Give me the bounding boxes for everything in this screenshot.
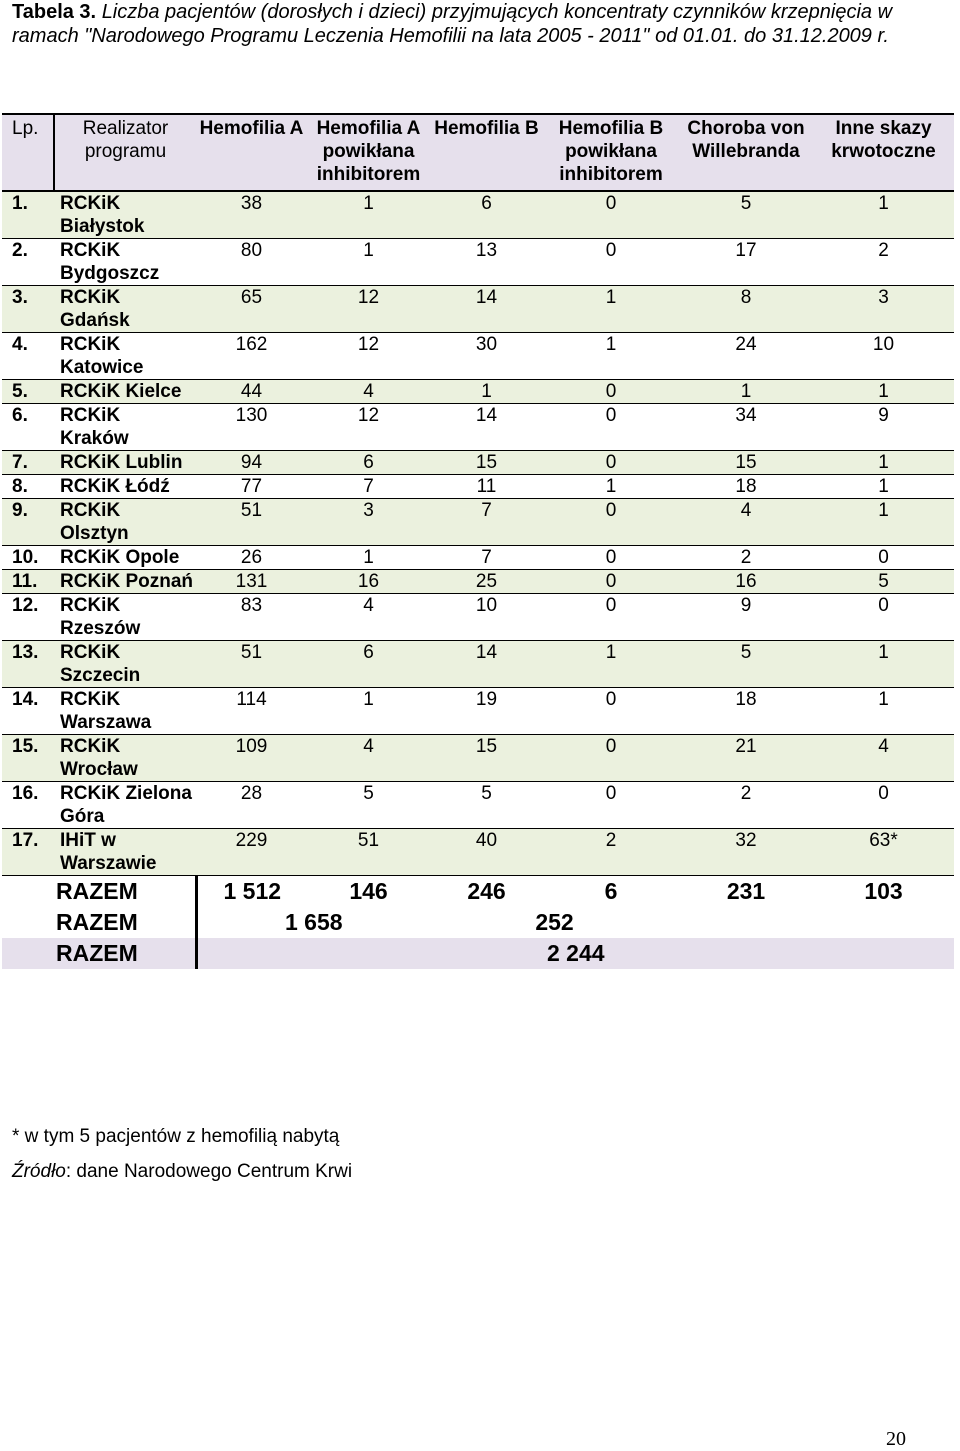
table-row [2, 782, 954, 829]
row-inne-skazy: 2 [813, 239, 954, 286]
table-header-row [2, 114, 954, 191]
total-all: 2 244 [196, 938, 954, 969]
row-inne-skazy: 0 [813, 782, 954, 829]
total-hemofilia-b-combined: 252 [535, 909, 574, 935]
row-hemofilia-b: 13 [430, 239, 543, 286]
row-hemofilia-a: 94 [196, 451, 307, 475]
row-hemofilia-b-inhibitor: 0 [543, 499, 679, 546]
row-inne-skazy: 1 [813, 191, 954, 239]
header-hemofilia-a: Hemofilia A [196, 114, 307, 191]
row-hemofilia-b-inhibitor: 0 [543, 546, 679, 570]
table-row [2, 594, 954, 641]
row-hemofilia-b-inhibitor: 1 [543, 333, 679, 380]
row-inne-skazy: 1 [813, 641, 954, 688]
row-hemofilia-a-inhibitor: 6 [307, 451, 430, 475]
row-lp: 11. [2, 570, 54, 594]
row-hemofilia-b: 14 [430, 286, 543, 333]
row-hemofilia-a-inhibitor: 51 [307, 829, 430, 876]
row-hemofilia-a-inhibitor: 4 [307, 735, 430, 782]
row-hemofilia-a-inhibitor: 1 [307, 546, 430, 570]
row-realizator: RCKiK Kielce [54, 380, 196, 404]
row-lp: 3. [2, 286, 54, 333]
row-inne-skazy: 10 [813, 333, 954, 380]
table-row [2, 829, 954, 876]
row-hemofilia-b-inhibitor: 0 [543, 380, 679, 404]
row-inne-skazy: 1 [813, 380, 954, 404]
row-realizator: RCKiK Zielona Góra [54, 782, 196, 829]
row-inne-skazy: 1 [813, 688, 954, 735]
row-realizator: RCKiK Białystok [54, 191, 196, 239]
row-hemofilia-a: 162 [196, 333, 307, 380]
row-hemofilia-a: 109 [196, 735, 307, 782]
row-inne-skazy: 1 [813, 451, 954, 475]
header-hemofilia-b-inhibitor: Hemofilia B powikłana inhibitorem [543, 114, 679, 191]
page-number: 20 [886, 1428, 906, 1450]
row-realizator: RCKiK Bydgoszcz [54, 239, 196, 286]
row-hemofilia-a: 114 [196, 688, 307, 735]
row-hemofilia-a: 38 [196, 191, 307, 239]
row-hemofilia-b-inhibitor: 1 [543, 286, 679, 333]
row-hemofilia-a: 131 [196, 570, 307, 594]
table-row [2, 475, 954, 499]
row-hemofilia-a: 83 [196, 594, 307, 641]
table-row [2, 286, 954, 333]
row-lp: 2. [2, 239, 54, 286]
table-row [2, 239, 954, 286]
row-inne-skazy: 0 [813, 546, 954, 570]
row-hemofilia-b: 6 [430, 191, 543, 239]
row-hemofilia-a: 51 [196, 641, 307, 688]
row-inne-skazy: 0 [813, 594, 954, 641]
row-von-willebrand: 2 [679, 782, 813, 829]
source-note [12, 1161, 352, 1183]
row-hemofilia-b: 1 [430, 380, 543, 404]
table-row [2, 380, 954, 404]
row-hemofilia-a-inhibitor: 12 [307, 404, 430, 451]
table-body [2, 191, 954, 969]
table-caption [12, 0, 942, 48]
total-von-willebrand: 231 [726, 878, 766, 904]
row-realizator: RCKiK Katowice [54, 333, 196, 380]
totals-label: RAZEM [2, 907, 196, 938]
totals-row-3 [2, 938, 954, 969]
row-von-willebrand: 34 [679, 404, 813, 451]
total-inne-skazy: 103 [864, 878, 903, 904]
caption-text: Liczba pacjentów (dorosłych i dzieci) przyjmujących koncentraty czynników krzepnięcia w ramach "Narodowego Programu Leczenia Hemofilii na lata 2005 - 2011" od 01.01. do 31.12.2009 r. [12, 1, 893, 47]
row-hemofilia-a-inhibitor: 1 [307, 688, 430, 735]
row-realizator: RCKiK Łódź [54, 475, 196, 499]
row-hemofilia-a: 28 [196, 782, 307, 829]
row-realizator: RCKiK Rzeszów [54, 594, 196, 641]
row-hemofilia-b: 5 [430, 782, 543, 829]
row-lp: 13. [2, 641, 54, 688]
row-lp: 16. [2, 782, 54, 829]
row-von-willebrand: 17 [679, 239, 813, 286]
row-hemofilia-a-inhibitor: 3 [307, 499, 430, 546]
row-von-willebrand: 8 [679, 286, 813, 333]
table-row [2, 451, 954, 475]
row-von-willebrand: 2 [679, 546, 813, 570]
row-hemofilia-b: 15 [430, 451, 543, 475]
row-hemofilia-a-inhibitor: 12 [307, 286, 430, 333]
row-hemofilia-a-inhibitor: 5 [307, 782, 430, 829]
header-hemofilia-a-inhibitor: Hemofilia A powikłana inhibitorem [307, 114, 430, 191]
row-inne-skazy: 4 [813, 735, 954, 782]
totals-label: RAZEM [2, 938, 196, 969]
totals-row-1 [2, 876, 954, 908]
row-hemofilia-b-inhibitor: 0 [543, 570, 679, 594]
row-hemofilia-b-inhibitor: 0 [543, 404, 679, 451]
row-von-willebrand: 9 [679, 594, 813, 641]
header-lp: Lp. [2, 114, 54, 191]
total-hemofilia-b: 246 [467, 878, 506, 904]
row-hemofilia-a-inhibitor: 16 [307, 570, 430, 594]
row-von-willebrand: 1 [679, 380, 813, 404]
table-row [2, 404, 954, 451]
row-lp: 8. [2, 475, 54, 499]
row-von-willebrand: 4 [679, 499, 813, 546]
row-realizator: RCKiK Wrocław [54, 735, 196, 782]
row-hemofilia-a-inhibitor: 6 [307, 641, 430, 688]
row-von-willebrand: 15 [679, 451, 813, 475]
table-row [2, 333, 954, 380]
row-hemofilia-b: 14 [430, 641, 543, 688]
row-realizator: RCKiK Warszawa [54, 688, 196, 735]
row-hemofilia-a-inhibitor: 1 [307, 191, 430, 239]
total-hemofilia-a-inhibitor: 146 [349, 878, 388, 904]
row-hemofilia-b: 25 [430, 570, 543, 594]
table-row [2, 499, 954, 546]
totals-row-2 [2, 907, 954, 938]
row-inne-skazy: 9 [813, 404, 954, 451]
table-row [2, 191, 954, 239]
row-realizator: RCKiK Kraków [54, 404, 196, 451]
source-label: Źródło [12, 1161, 66, 1182]
row-hemofilia-a-inhibitor: 1 [307, 239, 430, 286]
row-hemofilia-b: 30 [430, 333, 543, 380]
row-hemofilia-a: 80 [196, 239, 307, 286]
row-inne-skazy: 63* [813, 829, 954, 876]
row-realizator: RCKiK Opole [54, 546, 196, 570]
row-hemofilia-b-inhibitor: 1 [543, 641, 679, 688]
row-von-willebrand: 5 [679, 191, 813, 239]
row-realizator: RCKiK Gdańsk [54, 286, 196, 333]
header-inne-skazy: Inne skazy krwotoczne [813, 114, 954, 191]
row-realizator: RCKiK Lublin [54, 451, 196, 475]
row-realizator: RCKiK Poznań [54, 570, 196, 594]
row-hemofilia-b-inhibitor: 0 [543, 688, 679, 735]
table-row [2, 641, 954, 688]
row-hemofilia-a: 65 [196, 286, 307, 333]
row-von-willebrand: 24 [679, 333, 813, 380]
total-hemofilia-a: 1 512 [223, 878, 282, 904]
row-inne-skazy: 3 [813, 286, 954, 333]
row-lp: 7. [2, 451, 54, 475]
row-lp: 10. [2, 546, 54, 570]
total-hemofilia-b-inhibitor: 6 [604, 878, 618, 904]
table-row [2, 546, 954, 570]
row-lp: 1. [2, 191, 54, 239]
header-hemofilia-b: Hemofilia B [430, 114, 543, 191]
row-inne-skazy: 1 [813, 475, 954, 499]
header-realizator: Realizator programu [54, 114, 196, 191]
row-hemofilia-a: 26 [196, 546, 307, 570]
row-lp: 6. [2, 404, 54, 451]
table-row [2, 735, 954, 782]
row-hemofilia-b: 40 [430, 829, 543, 876]
row-hemofilia-a: 77 [196, 475, 307, 499]
footnote: * w tym 5 pacjentów z hemofilią nabytą [12, 1126, 340, 1147]
row-hemofilia-b-inhibitor: 2 [543, 829, 679, 876]
row-hemofilia-a-inhibitor: 4 [307, 594, 430, 641]
row-lp: 4. [2, 333, 54, 380]
row-hemofilia-a: 51 [196, 499, 307, 546]
row-hemofilia-b-inhibitor: 0 [543, 451, 679, 475]
row-hemofilia-b: 19 [430, 688, 543, 735]
header-von-willebrand: Choroba von Willebranda [679, 114, 813, 191]
row-hemofilia-b: 11 [430, 475, 543, 499]
source-text: : dane Narodowego Centrum Krwi [65, 1161, 353, 1182]
row-hemofilia-a-inhibitor: 4 [307, 380, 430, 404]
row-hemofilia-b: 10 [430, 594, 543, 641]
row-von-willebrand: 21 [679, 735, 813, 782]
row-hemofilia-a: 44 [196, 380, 307, 404]
row-lp: 5. [2, 380, 54, 404]
row-von-willebrand: 16 [679, 570, 813, 594]
row-hemofilia-a: 130 [196, 404, 307, 451]
row-hemofilia-b-inhibitor: 0 [543, 191, 679, 239]
table-row [2, 570, 954, 594]
row-hemofilia-b-inhibitor: 0 [543, 782, 679, 829]
row-lp: 15. [2, 735, 54, 782]
row-von-willebrand: 18 [679, 688, 813, 735]
row-von-willebrand: 18 [679, 475, 813, 499]
row-von-willebrand: 5 [679, 641, 813, 688]
row-realizator: RCKiK Szczecin [54, 641, 196, 688]
row-lp: 9. [2, 499, 54, 546]
row-hemofilia-b-inhibitor: 0 [543, 239, 679, 286]
totals-label: RAZEM [2, 876, 196, 908]
table-row [2, 688, 954, 735]
row-hemofilia-a-inhibitor: 7 [307, 475, 430, 499]
row-hemofilia-b: 7 [430, 546, 543, 570]
row-hemofilia-a: 229 [196, 829, 307, 876]
row-hemofilia-b-inhibitor: 0 [543, 594, 679, 641]
total-hemofilia-a-combined: 1 658 [284, 909, 343, 935]
row-lp: 14. [2, 688, 54, 735]
row-von-willebrand: 32 [679, 829, 813, 876]
row-inne-skazy: 5 [813, 570, 954, 594]
caption-lead: Tabela 3. [12, 1, 97, 23]
patients-table [2, 113, 954, 969]
row-lp: 12. [2, 594, 54, 641]
row-lp: 17. [2, 829, 54, 876]
row-hemofilia-b-inhibitor: 0 [543, 735, 679, 782]
row-realizator: IHiT w Warszawie [54, 829, 196, 876]
row-hemofilia-b-inhibitor: 1 [543, 475, 679, 499]
row-hemofilia-a-inhibitor: 12 [307, 333, 430, 380]
row-hemofilia-b: 7 [430, 499, 543, 546]
row-inne-skazy: 1 [813, 499, 954, 546]
row-hemofilia-b: 14 [430, 404, 543, 451]
row-realizator: RCKiK Olsztyn [54, 499, 196, 546]
row-hemofilia-b: 15 [430, 735, 543, 782]
